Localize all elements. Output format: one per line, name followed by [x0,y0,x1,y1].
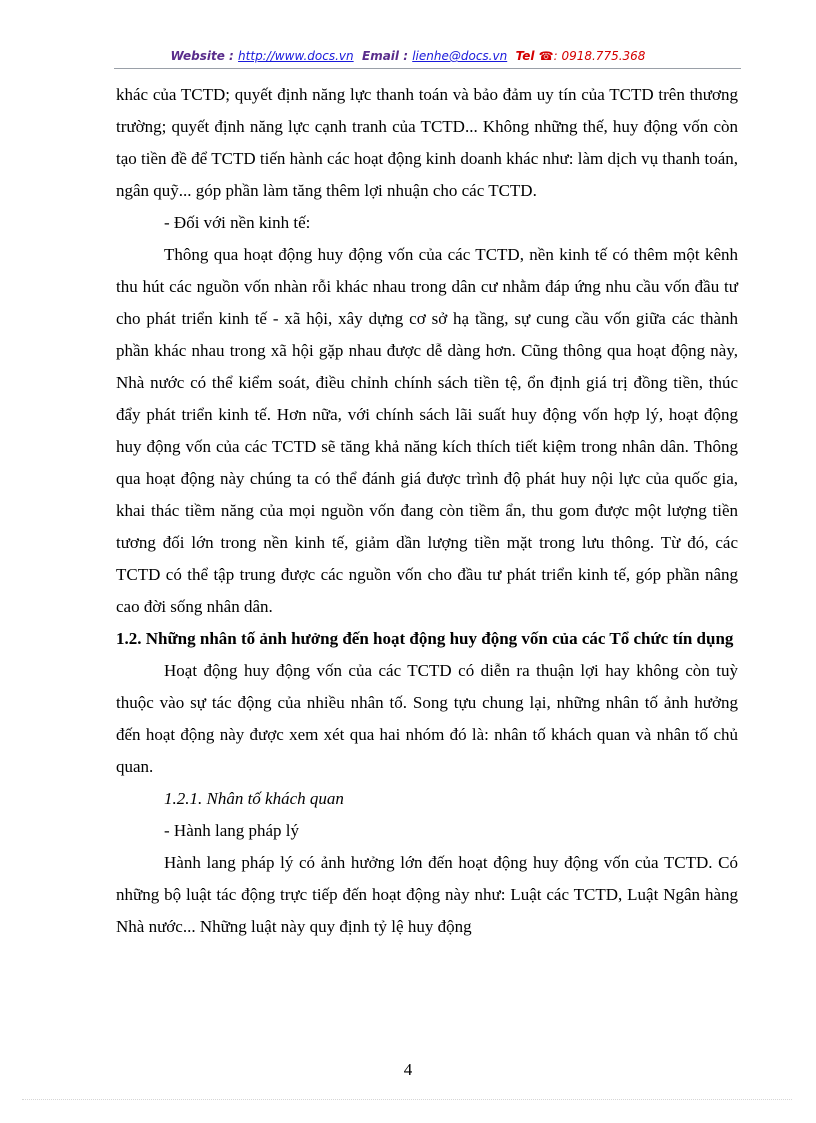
page-header [0,46,816,66]
section-heading: 1.2. Những nhân tố ảnh hưởng đến hoạt động huy động vốn của các Tổ chức tín dụng [116,629,734,648]
subheading-economy: - Đối với nền kinh tế: [164,213,311,232]
website-link[interactable]: http://www.docs.vn [238,49,354,63]
website-label: Website : [170,49,234,63]
email-link[interactable]: lienhe@docs.vn [412,49,508,63]
paragraph-factors: Hoạt động huy động vốn của các TCTD có diễn ra thuận lợi hay không còn tuỳ thuộc vào sự tác động của nhiều nhân tố. Song tựu chung lại, những nhân tố ảnh hưởng đến hoạt động này được xem xét qua hai nhóm đó là: nhân tố khách quan và nhân tố chủ quan. [116,661,738,776]
page-bottom-rule [22,1099,792,1100]
tel-number: : 0918.775.368 [553,49,646,63]
email-separator: : [403,49,409,63]
subsection-heading: 1.2.1. Nhân tố khách quan [164,789,344,808]
phone-icon: ☎ [538,49,554,63]
page-number: 4 [403,1060,413,1079]
paragraph-legal: Hành lang pháp lý có ảnh hưởng lớn đến hoạt động huy động vốn của TCTD. Có những bộ luật tác động trực tiếp đến hoạt động này như: Luật các TCTD, Luật Ngân hàng Nhà nước... Những luật này quy định tỷ lệ huy động [116,853,738,936]
header-rule [114,68,741,69]
paragraph-economy: Thông qua hoạt động huy động vốn của các TCTD, nền kinh tế có thêm một kênh thu hút các nguồn vốn nhàn rỗi khác nhau trong dân cư nhằm đáp ứng nhu cầu vốn đầu tư cho phát triển kinh tế - xã hội, xây dựng cơ sở hạ tầng, sự cung cầu vốn giữa các thành phần khác nhau trong xã hội gặp nhau được dễ dàng hơn. Cũng thông qua hoạt động này, Nhà nước có thể kiểm soát, điều chỉnh chính sách tiền tệ, ổn định giá trị đồng tiền, thúc đẩy phát triển kinh tế. Hơn nữa, với chính sách lãi suất huy động vốn hợp lý, hoạt động huy động vốn của các TCTD sẽ tăng khả năng kích thích tiết kiệm trong nhân dân. Thông qua hoạt động này chúng ta có thể đánh giá được trình độ phát huy nội lực của quốc gia, khai thác tiềm năng của mọi nguồn vốn đang còn tiềm ẩn, thu gom được một lượng tiền tương đối lớn trong nền kinh tế, giảm dần lượng tiền mặt trong lưu thông. Từ đó, các TCTD có thể tập trung được các nguồn vốn cho đầu tư phát triển kinh tế, góp phần nâng cao đời sống nhân dân. [116,245,738,616]
tel-label: Tel [515,49,535,63]
subheading-legal: - Hành lang pháp lý [164,821,300,840]
paragraph-continuation: khác của TCTD; quyết định năng lực thanh toán và bảo đảm uy tín của TCTD trên thương trường; quyết định năng lực cạnh tranh của TCTD... Không những thế, huy động vốn còn tạo tiền đề để TCTD tiến hành các hoạt động kinh doanh khác như: làm dịch vụ thanh toán, ngân quỹ... góp phần làm tăng thêm lợi nhuận cho các TCTD. [116,85,738,200]
email-label: Email [362,49,400,63]
document-body [116,79,738,943]
